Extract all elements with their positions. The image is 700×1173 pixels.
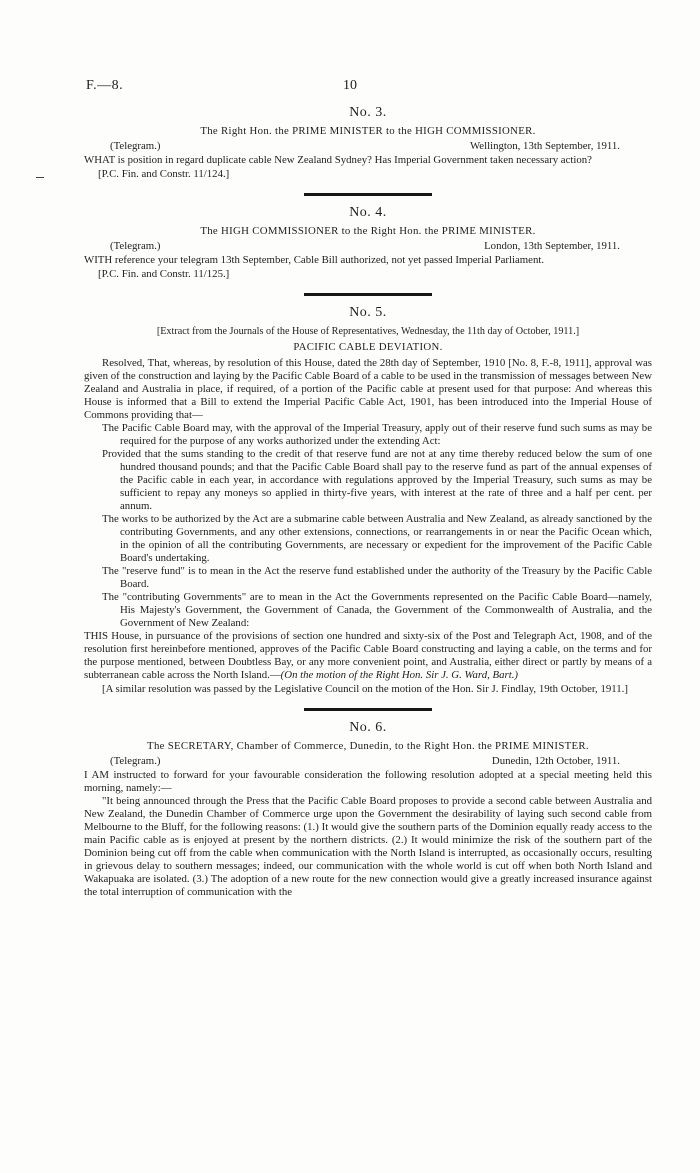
section-no-5 [84, 306, 652, 696]
section-divider [304, 293, 432, 296]
resolution-approval [84, 630, 652, 682]
file-reference: [P.C. Fin. and Constr. 11/124.] [98, 168, 230, 180]
section-title: The SECRETARY, Chamber of Commerce, Dunedin, to the Right Hon. the PRIME MINISTER. [147, 740, 589, 752]
section-divider [304, 708, 432, 711]
place-date: Wellington, 13th September, 1911. [469, 140, 620, 152]
resolution-preamble: Resolved, That, whereas, by resolution of this House, dated the 28th day of September, 1910 [No. 8, F.-8, 1911], approval was given of the construction and laying by the Pacific Cable Board of a cable to be used in the transmission of messages between New Zealand and Australia in place, if required, of a portion of the Pacific cable at present used for that purpose: And whereas this House is informed that a Bill to extend the Imperial Pacific Cable Act, 1901, has been introduced into the Imperial House of Commons providing that— [84, 357, 652, 421]
approval-text: THIS House, in pursuance of the provisions of section one hundred and sixty-six of the Post and Telegraph Act, 1908, and of the resolution first hereinbefore mentioned, approves of the Pacific Cable Board constructing and laying a cable, on the terms and for the purpose mentioned, between Doubtless Bay, or any more convenient point, and Australia, either direct or partly by means of a subterranean cable across the North Island.— [84, 630, 652, 681]
telegram-label: (Telegram.) [110, 240, 161, 252]
telegram-label: (Telegram.) [110, 140, 161, 152]
bill-clause-works: The works to be authorized by the Act are a submarine cable between Australia and New Zealand, as already sanctioned by the contributing Governments, and any other extensions, connections, or rearrangements in or near the Pacific Ocean which, in the opinion of all the contributing Governments, are necessary or expedient for the improvement of the Pacific Cable Board's undertaking. [102, 513, 652, 564]
section-no-6 [84, 721, 652, 899]
telegram-label: (Telegram.) [110, 755, 161, 767]
section-no-4 [84, 206, 652, 281]
page-content [84, 104, 652, 899]
section-title: The HIGH COMMISSIONER to the Right Hon. the PRIME MINISTER. [200, 225, 536, 237]
section-title: The Right Hon. the PRIME MINISTER to the HIGH COMMISSIONER. [200, 125, 536, 137]
telegram-line [84, 240, 652, 253]
place-date: London, 13th September, 1911. [484, 240, 620, 252]
telegram-line [84, 140, 652, 153]
motion-attribution: (On the motion of the Right Hon. Sir J. G. Ward, Bart.) [280, 669, 518, 681]
resolution-subtitle: PACIFIC CABLE DEVIATION. [293, 341, 443, 353]
message-body: WITH reference your telegram 13th September, Cable Bill authorized, not yet passed Imperial Parliament. [84, 254, 545, 266]
file-reference: [P.C. Fin. and Constr. 11/125.] [98, 268, 230, 280]
bill-clause-governments-definition: The "contributing Governments" are to mean in the Act the Governments represented on the Pacific Cable Board—namely, His Majesty's Government, the Government of Canada, the Government of the Commonwealth of Australia, and the Government of New Zealand: [102, 591, 652, 629]
section-number: No. 3. [349, 105, 387, 120]
message-intro: I AM instructed to forward for your favourable consideration the following resolution adopted at a special meeting held this morning, namely:— [84, 769, 652, 794]
legislative-council-note: [A similar resolution was passed by the Legislative Council on the motion of the Hon. Sir J. Findlay, 19th October, 1911.] [102, 683, 628, 695]
chamber-resolution: "It being announced through the Press that the Pacific Cable Board proposes to provide a second cable between Australia and New Zealand, the Dunedin Chamber of Commerce urge upon the Government the desirability of laying such second cable from Melbourne to the Bluff, for the following reasons: (1.) It would give the southern parts of the Dominion equally ready access to the main Pacific cable as is enjoyed at present by the northern districts. (2.) It would minimize the risk of the southern part of the Dominion being cut off from the cable when communication with the North Island is interrupted, as occasionally occurs, resulting in grievous delay to southern messages; indeed, our communication with the whole world is cut off when both North Island and Wakapuaka are isolated. (3.) The adoption of a new route for the new connection would give a greatly increased insurance against the total interruption of communication with the [84, 795, 652, 898]
message-body: WHAT is position in regard duplicate cable New Zealand Sydney? Has Imperial Government taken necessary action? [84, 154, 592, 166]
section-divider [304, 193, 432, 196]
paper-reference: F.—8. [86, 78, 124, 93]
section-no-3 [84, 106, 652, 181]
telegram-line [84, 755, 652, 768]
journal-extract-heading: [Extract from the Journals of the House of Representatives, Wednesday, the 11th day of October, 1911.] [156, 326, 580, 337]
bill-clause-proviso: Provided that the sums standing to the credit of that reserve fund are not at any time thereby reduced below the sum of one hundred thousand pounds; and that the Pacific Cable Board shall pay to the reserve fund as part of the annual expenses of the Pacific cable in each year, in accordance with regulations approved by the Imperial Treasury, such sums as may be sufficient to repay any moneys so applied in thirty-five years, with interest at the rate of three and a half per cent. per annum. [102, 448, 652, 512]
bill-clause-reserve-definition: The "reserve fund" is to mean in the Act the reserve fund established under the authority of the Treasury by the Pacific Cable Board. [102, 565, 652, 590]
place-date: Dunedin, 12th October, 1911. [491, 755, 620, 767]
bill-clause-reserve-fund: The Pacific Cable Board may, with the approval of the Imperial Treasury, apply out of their reserve fund such sums as may be required for the purpose of any works authorized under the extending Act: [102, 422, 652, 447]
margin-mark [36, 177, 44, 178]
section-number: No. 5. [349, 305, 387, 320]
page-number: 10 [343, 78, 357, 93]
section-number: No. 4. [349, 205, 387, 220]
section-number: No. 6. [349, 720, 387, 735]
